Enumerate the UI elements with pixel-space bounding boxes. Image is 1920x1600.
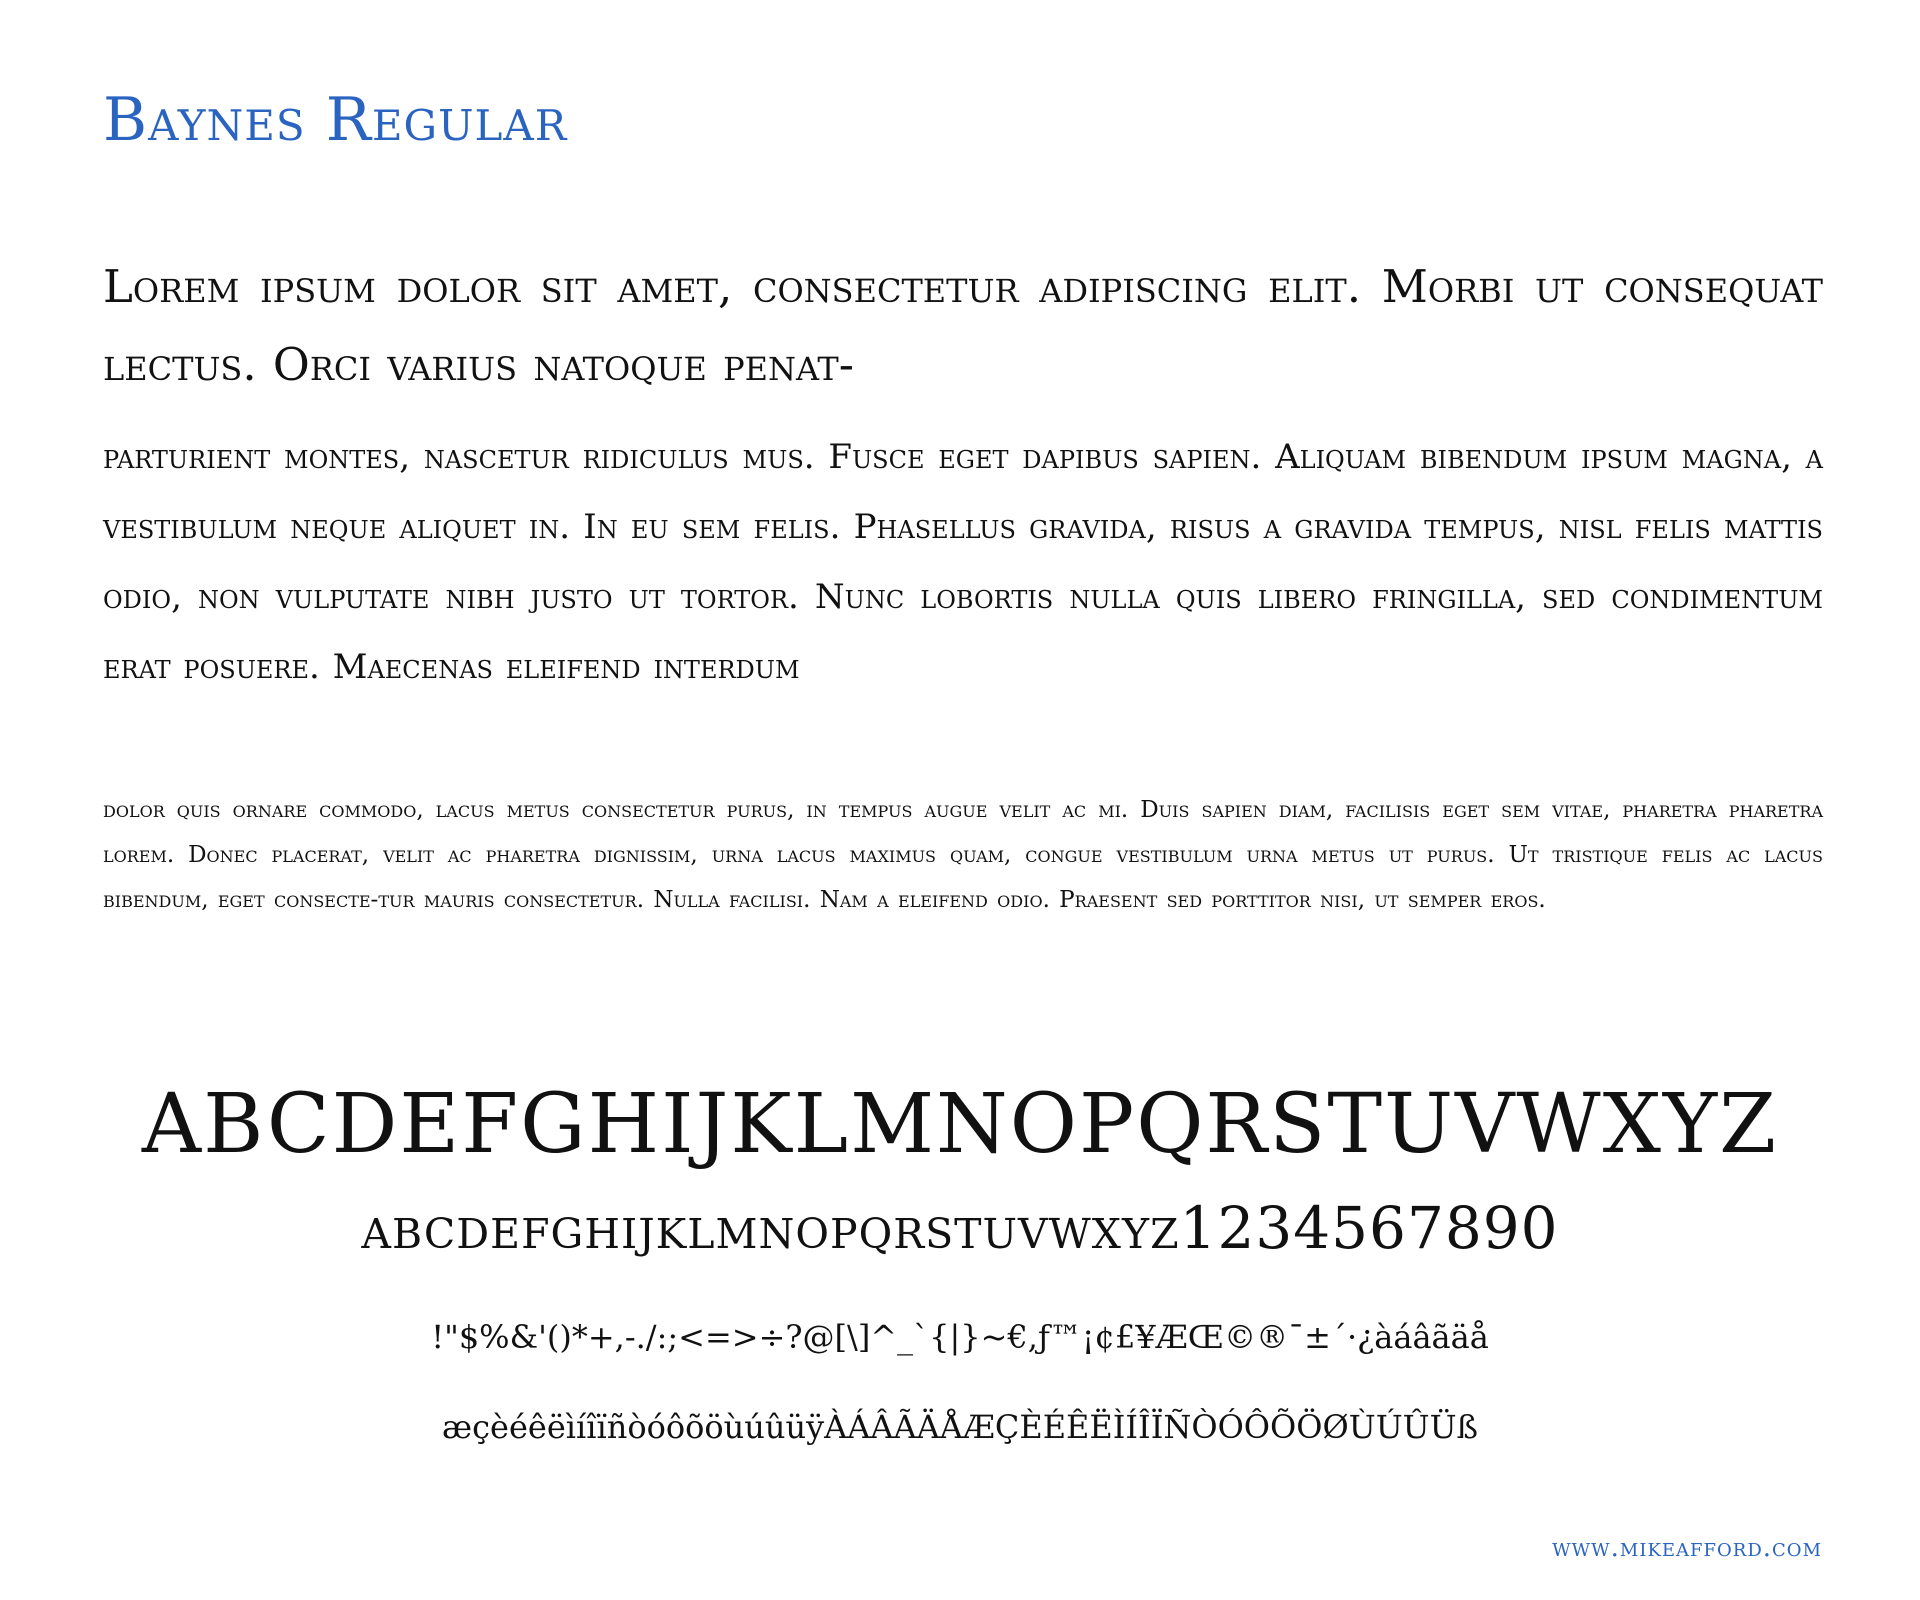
specimen-paragraph-large: Lorem ipsum dolor sit amet, consectetur adipiscing elit. Morbi ut consequat lectus. Orci varius natoque penat- [103, 260, 1823, 391]
font-title: Baynes Regular [103, 85, 568, 155]
lowercase-alphabet-and-digits: abcdefghijklmnopqrstuvwxyz1234567890 [361, 1194, 1559, 1262]
punctuation-glyphs: !"$%&'()*+,-./:;<=>÷?@[\]^_`{|}~€,ƒ™¡¢£¥ÆŒ©®¯±´·¿àáâãäå [431, 1318, 1489, 1356]
uppercase-alphabet: ABCDEFGHIJKLMNOPQRSTUVWXYZ [141, 1077, 1779, 1172]
specimen-paragraph-medium: parturient montes, nascetur ridiculus mus. Fusce eget dapibus sapien. Aliquam bibendum ipsum magna, a vestibulum neque aliquet in. In eu sem felis. Phasellus gravida, risus a gravida tempus, nisl felis mattis odio, non vulputate nibh justo ut tortor. Nunc lobortis nulla quis libero fringilla, sed condimentum erat posuere. Maecenas eleifend interdum [103, 437, 1823, 687]
website-link[interactable]: www.mikeafford.com [1552, 1533, 1822, 1563]
specimen-paragraph-small: dolor quis ornare commodo, lacus metus consectetur purus, in tempus augue velit ac mi. Duis sapien diam, facilisis eget sem vitae, pharetra pharetra lorem. Donec placerat, velit ac pharetra dignissim, urna lacus maximus quam, congue vestibulum urna metus ut purus. Ut tristique felis ac lacus bibendum, eget consecte-tur mauris consectetur. Nulla facilisi. Nam a eleifend odio. Praesent sed porttitor nisi, ut semper eros. [103, 797, 1823, 913]
accented-glyphs: æçèéêëìíîïñòóôõöùúûüÿÀÁÂÃÄÅÆÇÈÉÊËÌÍÎÏÑÒÓÔÕÖØÙÚÛÜß [442, 1408, 1478, 1446]
